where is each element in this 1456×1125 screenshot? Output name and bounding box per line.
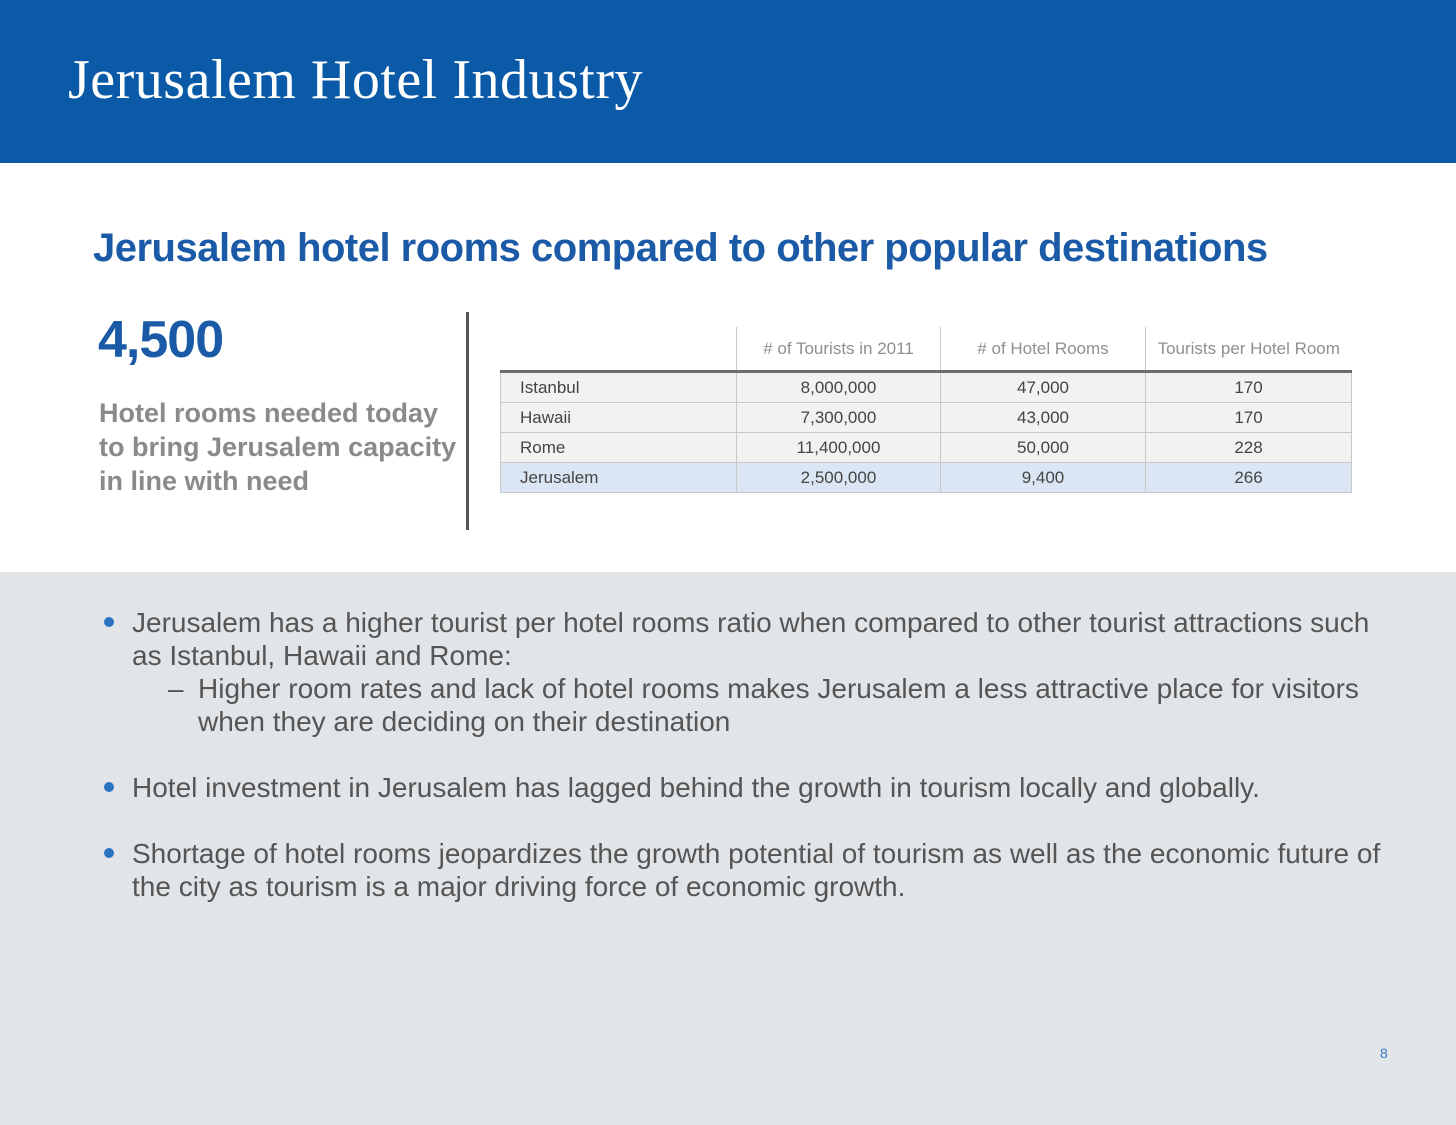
- table-cell: 170: [1146, 403, 1352, 433]
- bullet-text: Hotel investment in Jerusalem has lagged behind the growth in tourism locally and globally.: [132, 772, 1260, 803]
- bullet-list: [98, 606, 1398, 903]
- bullet-item: [98, 606, 1398, 672]
- section-subtitle: Jerusalem hotel rooms compared to other popular destinations: [93, 226, 1268, 270]
- sub-bullet-item: [132, 672, 1398, 738]
- table-row-highlighted: [501, 463, 1352, 493]
- highlight-caption: Hotel rooms needed today to bring Jerusalem capacity in line with need: [99, 398, 457, 496]
- table-header-cell: [501, 327, 737, 372]
- table-cell: 9,400: [941, 463, 1146, 493]
- table-cell: Rome: [501, 433, 737, 463]
- table-cell: 50,000: [941, 433, 1146, 463]
- table-cell: 11,400,000: [737, 433, 941, 463]
- table-cell: 266: [1146, 463, 1352, 493]
- vertical-divider: [466, 312, 469, 530]
- table-row: [501, 372, 1352, 403]
- table-cell: Istanbul: [501, 372, 737, 403]
- sub-bullet-text: Higher room rates and lack of hotel rooms makes Jerusalem a less attractive place for visitors when they are deciding on their destination: [198, 673, 1359, 737]
- table-cell: Jerusalem: [501, 463, 737, 493]
- table-cell: 170: [1146, 372, 1352, 403]
- dash-icon: –: [168, 673, 184, 704]
- bullet-text: Jerusalem has a higher tourist per hotel rooms ratio when compared to other tourist attractions such as Istanbul, Hawaii and Rome:: [132, 607, 1370, 671]
- destination-comparison-table: [500, 327, 1352, 493]
- page-title: Jerusalem Hotel Industry: [68, 49, 643, 111]
- table-cell: 8,000,000: [737, 372, 941, 403]
- table-header-row: [501, 327, 1352, 372]
- bullet-item: [98, 837, 1398, 903]
- bullet-dot-icon: [104, 617, 114, 627]
- table-cell: 7,300,000: [737, 403, 941, 433]
- bullet-dot-icon: [104, 782, 114, 792]
- table-header-cell: Tourists per Hotel Room: [1146, 327, 1352, 372]
- table-cell: 47,000: [941, 372, 1146, 403]
- table-header-cell: # of Tourists in 2011: [737, 327, 941, 372]
- table-cell: 228: [1146, 433, 1352, 463]
- table-row: [501, 433, 1352, 463]
- highlight-number: 4,500: [98, 311, 224, 369]
- bullet-dot-icon: [104, 848, 114, 858]
- page-number: 8: [1380, 1045, 1388, 1061]
- bullet-item: [98, 771, 1398, 804]
- table-cell: 2,500,000: [737, 463, 941, 493]
- table-cell: Hawaii: [501, 403, 737, 433]
- header-band: [0, 0, 1456, 163]
- table-cell: 43,000: [941, 403, 1146, 433]
- table-row: [501, 403, 1352, 433]
- bullet-text: Shortage of hotel rooms jeopardizes the growth potential of tourism as well as the economic future of the city as tourism is a major driving force of economic growth.: [132, 838, 1381, 902]
- table-header-cell: # of Hotel Rooms: [941, 327, 1146, 372]
